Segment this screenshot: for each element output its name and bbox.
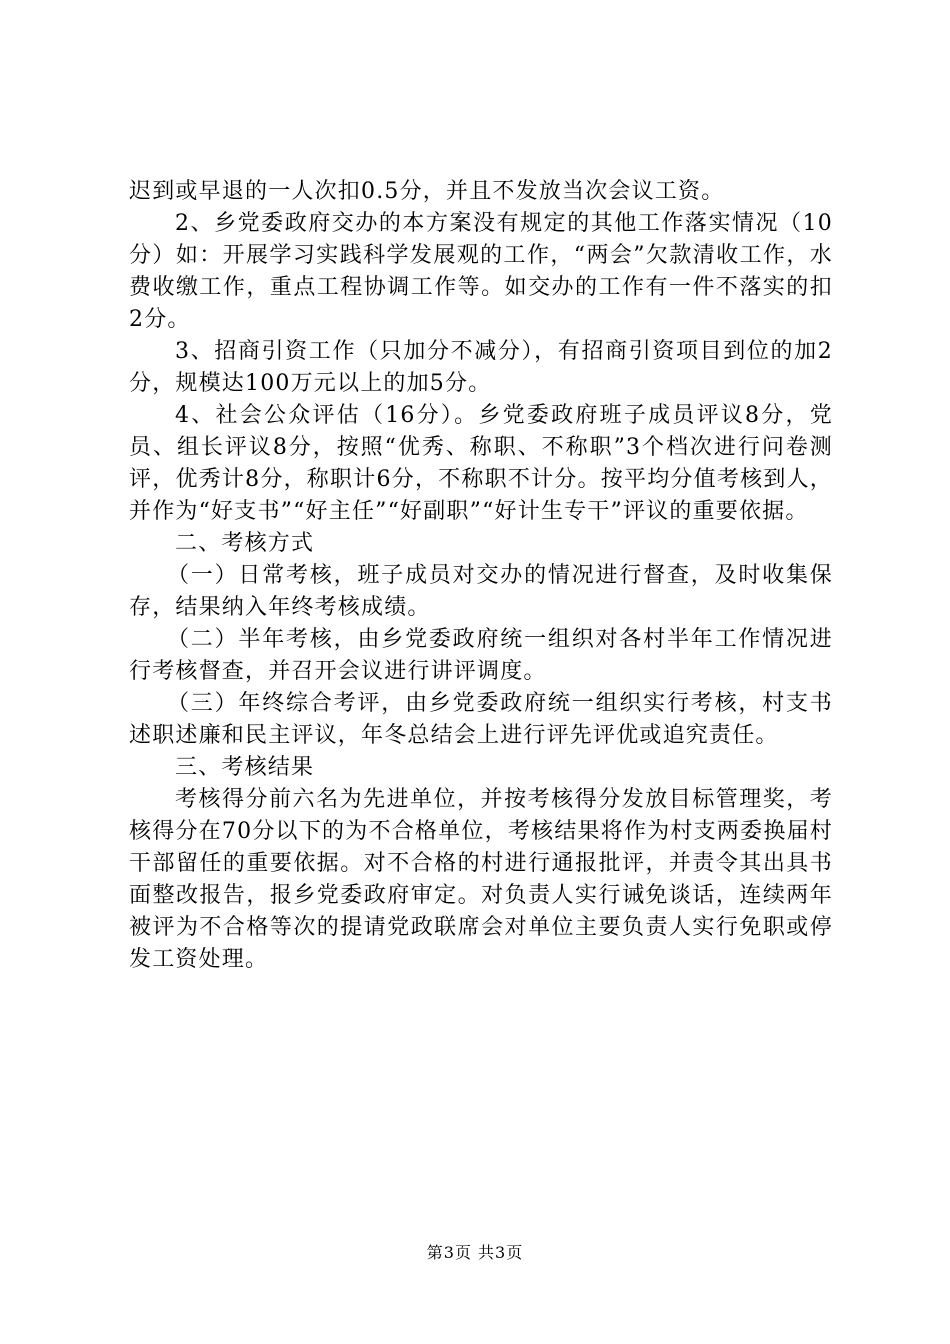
paragraph-item-3: 3、招商引资工作（只加分不减分），有招商引资项目到位的加2分，规模达100万元以上的加5分。: [129, 339, 833, 396]
paragraph-annual-assessment: （三）年终综合考评，由乡党委政府统一组织实行考核，村支书述职述廉和民主评议，年冬总结会上进行评先评优或追究责任。: [129, 691, 833, 748]
paragraph-item-2: 2、乡党委政府交办的本方案没有规定的其他工作落实情况（10分）如：开展学习实践科学发展观的工作，“两会”欠款清收工作，水费收缴工作，重点工程协调工作等。如交办的工作有一件不落实的扣2分。: [129, 211, 833, 332]
section-heading-assessment-method: 二、考核方式: [175, 531, 315, 556]
page-number-footer: 第3页 共3页: [426, 1243, 524, 1262]
document-body: [129, 176, 833, 976]
section-heading-assessment-result: 三、考核结果: [175, 755, 315, 780]
paragraph-assessment-result: 考核得分前六名为先进单位，并按考核得分发放目标管理奖，考核得分在70分以下的为不合格单位，考核结果将作为村支两委换届村干部留任的重要依据。对不合格的村进行通报批评，并责令其出具书面整改报告，报乡党委政府审定。对负责人实行诫免谈话，连续两年被评为不合格等次的提请党政联席会对单位主要负责人实行免职或停发工资处理。: [129, 787, 833, 972]
paragraph-half-year-assessment: （二）半年考核，由乡党委政府统一组织对各村半年工作情况进行考核督查，并召开会议进行讲评调度。: [129, 627, 833, 684]
paragraph-item-4: 4、社会公众评估（16分）。乡党委政府班子成员评议8分，党员、组长评议8分，按照“优秀、称职、不称职”3个档次进行问卷测评，优秀计8分，称职计6分，不称职不计分。按平均分值考核到人，并作为“好支书”“好主任”“好副职”“好计生专干”评议的重要依据。: [129, 403, 833, 524]
paragraph-daily-assessment: （一）日常考核，班子成员对交办的情况进行督查，及时收集保存，结果纳入年终考核成绩。: [129, 563, 833, 620]
paragraph-continuation: 迟到或早退的一人次扣0.5分，并且不发放当次会议工资。: [129, 179, 725, 204]
